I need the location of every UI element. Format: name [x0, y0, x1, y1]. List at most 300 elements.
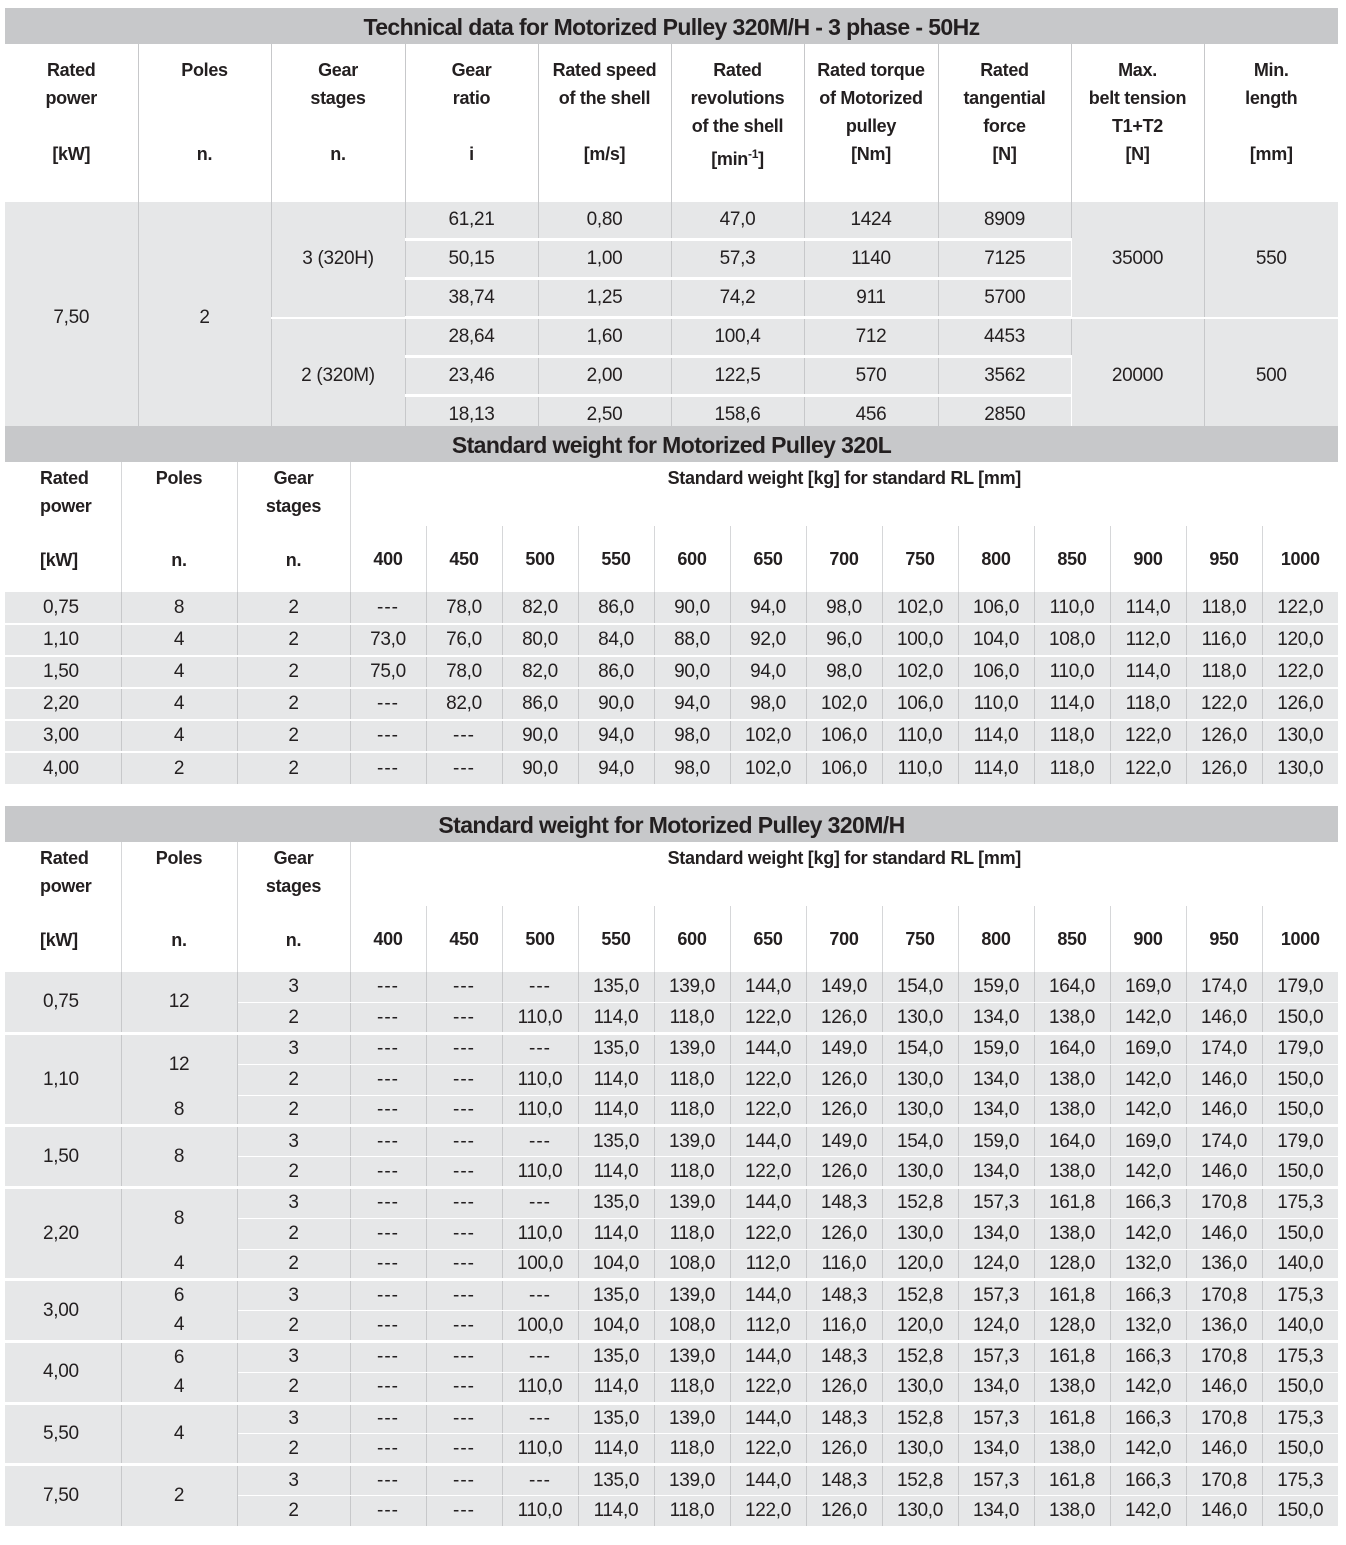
- weight-320mh-stages: 2: [237, 1496, 350, 1527]
- weight-320mh-weight-value: 138,0: [1034, 1496, 1110, 1527]
- weight-320mh-weight-value: 148,3: [806, 1342, 882, 1373]
- weight-320l-row: [5, 688, 1338, 720]
- weight-320l-weight-value: 108,0: [1034, 624, 1110, 656]
- tech-header-line: [m/s]: [583, 144, 626, 164]
- tech-header-line: Rated torque: [817, 60, 925, 80]
- weight-320mh-weight-value: ---: [426, 1003, 502, 1034]
- weight-320mh-weight-value: 110,0: [502, 1064, 578, 1095]
- weight-320mh-weight-value: 130,0: [882, 1095, 958, 1126]
- weight-320l-weight-value: 114,0: [1034, 688, 1110, 720]
- weight-320l-weight-value: 86,0: [578, 656, 654, 688]
- weight-320mh-weight-value: 144,0: [730, 1126, 806, 1157]
- weight-320mh-poles: 12: [121, 972, 237, 1034]
- weight-320l-weight-value: ---: [426, 720, 502, 752]
- weight-320mh-weight-value: ---: [502, 1188, 578, 1219]
- weight-320l-weight-value: 98,0: [806, 656, 882, 688]
- weight-320mh-weight-value: 144,0: [730, 972, 806, 1003]
- weight-320mh-row: [5, 1126, 1338, 1157]
- weight-320l-weight-value: 98,0: [654, 720, 730, 752]
- weight-320mh-weight-value: 138,0: [1034, 1157, 1110, 1188]
- weight-320mh-weight-value: 116,0: [806, 1249, 882, 1280]
- weight-320mh-weight-value: ---: [350, 1372, 426, 1403]
- tech-value: 0,80: [538, 202, 671, 240]
- weight-320mh-weight-value: 130,0: [882, 1157, 958, 1188]
- weight-320mh-power: 2,20: [5, 1188, 121, 1280]
- weight-320mh-header-poles-line: n.: [171, 930, 187, 950]
- tech-value: 570: [804, 357, 938, 396]
- weight-320mh-stages: 3: [237, 1126, 350, 1157]
- weight-320mh-weight-value: 161,8: [1034, 1188, 1110, 1219]
- weight-320l-header-power-line: power: [40, 496, 92, 516]
- weight-320mh-weight-value: 134,0: [958, 1496, 1034, 1527]
- weight-320mh-header-length: 750: [882, 906, 958, 972]
- weight-320l-weight-value: 106,0: [806, 720, 882, 752]
- weight-320mh-weight-value: ---: [426, 1218, 502, 1249]
- weight-320mh-weight-value: 139,0: [654, 1188, 730, 1219]
- weight-320mh-header-length: 1000: [1280, 929, 1320, 950]
- weight-320mh-weight-value: 118,0: [654, 1003, 730, 1034]
- weight-320mh-weight-value: 174,0: [1186, 1034, 1262, 1065]
- weight-320mh-weight-value: 114,0: [578, 1064, 654, 1095]
- tech-value: 61,21: [405, 202, 538, 240]
- weight-320mh-weight-value: 161,8: [1034, 1342, 1110, 1373]
- weight-320mh-weight-value: 114,0: [578, 1003, 654, 1034]
- weight-320mh-poles: 4: [121, 1249, 237, 1280]
- weight-320mh-weight-value: ---: [350, 1034, 426, 1065]
- tech-header-line: i: [469, 144, 474, 164]
- weight-320l-weight-value: 122,0: [1186, 688, 1262, 720]
- weight-320mh-weight-value: 142,0: [1110, 1218, 1186, 1249]
- weight-320mh-weight-value: 139,0: [654, 1403, 730, 1434]
- weight-320l-weight-value: 90,0: [502, 720, 578, 752]
- weight-320mh-weight-value: 134,0: [958, 1434, 1034, 1465]
- weight-320mh-weight-value: 146,0: [1186, 1157, 1262, 1188]
- weight-320mh-stages: 2: [237, 1003, 350, 1034]
- tech-value: 1140: [804, 240, 938, 279]
- tech-header-line: revolutions: [690, 88, 785, 108]
- weight-320l-weight-value: 84,0: [578, 624, 654, 656]
- weight-320mh-stages: 2: [237, 1095, 350, 1126]
- weight-320l-header-length: 500: [502, 526, 578, 592]
- tech-header-line: Gear: [451, 60, 492, 80]
- weight-320mh-section: [5, 806, 1338, 1526]
- tech-value: 47,0: [671, 202, 804, 240]
- weight-320mh-header-length: 400: [350, 906, 426, 972]
- weight-320l-weight-value: 102,0: [882, 592, 958, 624]
- weight-320l-poles: 4: [121, 656, 237, 688]
- weight-320mh-weight-value: 148,3: [806, 1188, 882, 1219]
- tech-value: 18,13: [405, 396, 538, 434]
- weight-320mh-weight-value: 150,0: [1262, 1157, 1338, 1188]
- weight-320mh-weight-value: 139,0: [654, 1034, 730, 1065]
- weight-320l-stages: 2: [237, 720, 350, 752]
- tech-value: 4453: [938, 318, 1071, 357]
- weight-320mh-stages: 3: [237, 972, 350, 1003]
- weight-320l-header-power-line: [kW]: [40, 550, 78, 570]
- weight-320mh-weight-value: ---: [502, 1342, 578, 1373]
- weight-320l-weight-value: 73,0: [350, 624, 426, 656]
- weight-320mh-weight-value: 175,3: [1262, 1342, 1338, 1373]
- tech-header-3: [405, 44, 538, 202]
- weight-320mh-weight-value: 154,0: [882, 1126, 958, 1157]
- weight-320mh-weight-value: 126,0: [806, 1434, 882, 1465]
- weight-320mh-weight-value: 142,0: [1110, 1095, 1186, 1126]
- tech-header-line: length: [1245, 88, 1298, 108]
- tech-value: 50,15: [405, 240, 538, 279]
- weight-320l-power: 1,10: [5, 624, 121, 656]
- tech-header-0: [5, 44, 138, 202]
- weight-320mh-stages: 2: [237, 1157, 350, 1188]
- weight-320mh-weight-value: 144,0: [730, 1188, 806, 1219]
- tech-header-line: n.: [330, 144, 346, 164]
- weight-320mh-weight-value: 150,0: [1262, 1372, 1338, 1403]
- tech-header-line: Max.: [1118, 60, 1157, 80]
- weight-320mh-header-power-line: [kW]: [40, 930, 78, 950]
- weight-320mh-weight-value: 139,0: [654, 1342, 730, 1373]
- weight-320mh-weight-value: 118,0: [654, 1064, 730, 1095]
- tech-header-line: [5, 112, 138, 140]
- weight-320l-weight-value: 130,0: [1262, 720, 1338, 752]
- weight-320l-weight-value: 96,0: [806, 624, 882, 656]
- tech-gear-stages: 3 (320H): [271, 202, 405, 318]
- weight-320l-weight-value: 120,0: [1262, 624, 1338, 656]
- weight-320l-weight-value: 80,0: [502, 624, 578, 656]
- weight-320mh-weight-value: 174,0: [1186, 972, 1262, 1003]
- weight-320l-power: 2,20: [5, 688, 121, 720]
- weight-320l-weight-value: 90,0: [578, 688, 654, 720]
- weight-320mh-weight-value: 166,3: [1110, 1280, 1186, 1311]
- weight-320mh-weight-value: 104,0: [578, 1311, 654, 1342]
- weight-320l-weight-value: 106,0: [806, 752, 882, 784]
- weight-320mh-weight-value: 128,0: [1034, 1249, 1110, 1280]
- weight-320l-weight-value: 102,0: [730, 752, 806, 784]
- weight-320l-header-power-line: Rated: [40, 468, 89, 488]
- tech-header-line: [139, 84, 271, 112]
- weight-320mh-weight-value: ---: [350, 1403, 426, 1434]
- weight-320mh-weight-value: 144,0: [730, 1280, 806, 1311]
- weight-320mh-header-length: 850: [1034, 906, 1110, 972]
- weight-320l-header-poles: [121, 462, 237, 592]
- weight-320l-weight-value: 94,0: [730, 656, 806, 688]
- weight-320mh-stages: 3: [237, 1280, 350, 1311]
- weight-320l-weight-value: ---: [350, 592, 426, 624]
- weight-320mh-weight-value: 152,8: [882, 1280, 958, 1311]
- technical-data-section: [5, 8, 1338, 433]
- weight-320l-weight-value: 92,0: [730, 624, 806, 656]
- tech-header-line: [406, 112, 538, 140]
- weight-320l-weight-value: 90,0: [654, 592, 730, 624]
- weight-320mh-weight-value: 142,0: [1110, 1064, 1186, 1095]
- weight-320mh-weight-value: 159,0: [958, 1126, 1034, 1157]
- weight-320mh-stages: 3: [237, 1034, 350, 1065]
- weight-320mh-row: [5, 1095, 1338, 1126]
- weight-320mh-weight-value: ---: [426, 1095, 502, 1126]
- tech-header-line: force: [983, 116, 1026, 136]
- weight-320l-weight-value: 100,0: [882, 624, 958, 656]
- weight-320mh-weight-value: 114,0: [578, 1372, 654, 1403]
- weight-320mh-header-length: 450: [426, 906, 502, 972]
- weight-320mh-weight-value: 139,0: [654, 972, 730, 1003]
- tech-header-line: power: [45, 88, 97, 108]
- weight-320mh-weight-value: 144,0: [730, 1403, 806, 1434]
- tech-header-4: [538, 44, 671, 202]
- tech-value: 456: [804, 396, 938, 434]
- weight-320mh-header-length: 700: [806, 906, 882, 972]
- weight-320mh-power: 1,50: [5, 1126, 121, 1188]
- weight-320mh-header-stages-line: n.: [285, 930, 302, 950]
- weight-320mh-power: 5,50: [5, 1403, 121, 1465]
- weight-320l-weight-value: 76,0: [426, 624, 502, 656]
- tech-value: 2,00: [538, 357, 671, 396]
- weight-320mh-weight-value: 122,0: [730, 1372, 806, 1403]
- weight-320mh-weight-value: 118,0: [654, 1095, 730, 1126]
- weight-320l-weight-value: 118,0: [1110, 688, 1186, 720]
- weight-320l-row: [5, 656, 1338, 688]
- weight-320mh-weight-value: 157,3: [958, 1342, 1034, 1373]
- weight-320mh-header-length: 500: [502, 906, 578, 972]
- tech-header-2: [271, 44, 405, 202]
- weight-320mh-stages: 2: [237, 1311, 350, 1342]
- weight-320mh-weight-value: 170,8: [1186, 1188, 1262, 1219]
- weight-320l-weight-value: 90,0: [654, 656, 730, 688]
- weight-320mh-weight-value: 134,0: [958, 1372, 1034, 1403]
- weight-320mh-weight-value: 146,0: [1186, 1372, 1262, 1403]
- weight-320l-header-length: 900: [1110, 526, 1186, 592]
- tech-header-line: n.: [196, 144, 213, 164]
- weight-320l-row: [5, 592, 1338, 624]
- weight-320mh-weight-value: 146,0: [1186, 1496, 1262, 1527]
- weight-320l-weight-value: 114,0: [1110, 592, 1186, 624]
- weight-320mh-weight-value: 108,0: [654, 1311, 730, 1342]
- weight-320mh-weight-value: 152,8: [882, 1465, 958, 1496]
- weight-320mh-header-row: [5, 842, 1338, 906]
- weight-320l-weight-value: 94,0: [578, 752, 654, 784]
- weight-320mh-weight-value: ---: [426, 1403, 502, 1434]
- weight-320mh-row: [5, 1249, 1338, 1280]
- weight-320mh-weight-value: 142,0: [1110, 1496, 1186, 1527]
- weight-320mh-weight-value: 135,0: [578, 972, 654, 1003]
- tech-header-line: stages: [310, 88, 366, 108]
- tech-value: 28,64: [405, 318, 538, 357]
- weight-320l-weight-value: 98,0: [654, 752, 730, 784]
- weight-320mh-weight-value: 175,3: [1262, 1465, 1338, 1496]
- weight-320l-weight-value: 102,0: [730, 720, 806, 752]
- tech-header-line: [139, 112, 271, 140]
- weight-320mh-poles: 4: [121, 1372, 237, 1403]
- weight-320l-weight-value: 98,0: [730, 688, 806, 720]
- weight-320l-weight-value: 104,0: [958, 624, 1034, 656]
- tech-belt-tension: 35000: [1071, 202, 1204, 318]
- weight-320l-weight-value: 122,0: [1262, 592, 1338, 624]
- weight-320mh-weight-value: 126,0: [806, 1218, 882, 1249]
- tech-header-line: pulley: [845, 116, 897, 136]
- weight-320mh-header-power: [5, 842, 121, 972]
- weight-320l-row: [5, 752, 1338, 784]
- weight-320mh-weight-value: 166,3: [1110, 1465, 1186, 1496]
- weight-320l-poles: 2: [121, 752, 237, 784]
- tech-value: 1,60: [538, 318, 671, 357]
- weight-320mh-weight-value: 135,0: [578, 1126, 654, 1157]
- weight-320mh-weight-value: 159,0: [958, 972, 1034, 1003]
- weight-320mh-weight-value: 154,0: [882, 1034, 958, 1065]
- tech-header-line: [mm]: [1249, 144, 1293, 164]
- weight-320mh-weight-value: 175,3: [1262, 1280, 1338, 1311]
- weight-320mh-weight-value: 154,0: [882, 972, 958, 1003]
- weight-320mh-weight-value: 146,0: [1186, 1003, 1262, 1034]
- weight-320mh-weight-value: ---: [350, 1434, 426, 1465]
- weight-320mh-header-length: 650: [730, 906, 806, 972]
- weight-320mh-poles: 12: [121, 1034, 237, 1096]
- weight-320mh-weight-value: 150,0: [1262, 1434, 1338, 1465]
- weight-320mh-weight-value: 134,0: [958, 1003, 1034, 1034]
- weight-320mh-weight-value: 179,0: [1262, 1126, 1338, 1157]
- weight-320mh-weight-value: 150,0: [1262, 1095, 1338, 1126]
- weight-320l-header-length: 650: [730, 526, 806, 592]
- weight-320mh-poles: 6: [121, 1342, 237, 1373]
- weight-320mh-weight-value: 112,0: [730, 1249, 806, 1280]
- weight-320mh-weight-value: 114,0: [578, 1157, 654, 1188]
- weight-320mh-weight-value: 110,0: [502, 1434, 578, 1465]
- weight-320mh-header-stages-line: Gear: [273, 848, 314, 868]
- weight-320mh-row: [5, 1342, 1338, 1373]
- weight-320l-weight-value: 126,0: [1186, 720, 1262, 752]
- weight-320mh-weight-value: 157,3: [958, 1280, 1034, 1311]
- weight-320mh-table: [5, 842, 1338, 1526]
- weight-320mh-weight-value: 110,0: [502, 1496, 578, 1527]
- weight-320mh-header-poles-line: Poles: [155, 848, 203, 868]
- tech-header-line: of the shell: [691, 116, 784, 136]
- weight-320l-weight-value: 82,0: [502, 592, 578, 624]
- weight-320mh-poles: 8: [121, 1095, 237, 1126]
- weight-320mh-weight-value: 164,0: [1034, 1034, 1110, 1065]
- weight-320mh-weight-value: 170,8: [1186, 1342, 1262, 1373]
- weight-320l-header-stages-line: n.: [285, 550, 302, 570]
- tech-header-line: ratio: [452, 88, 491, 108]
- weight-320mh-row: [5, 1465, 1338, 1496]
- weight-320l-stages: 2: [237, 688, 350, 720]
- weight-320l-weight-value: 78,0: [426, 656, 502, 688]
- weight-320mh-weight-value: 170,8: [1186, 1465, 1262, 1496]
- weight-320mh-weight-value: 142,0: [1110, 1157, 1186, 1188]
- weight-320mh-weight-value: 179,0: [1262, 972, 1338, 1003]
- weight-320mh-weight-value: 146,0: [1186, 1064, 1262, 1095]
- weight-320l-weight-value: ---: [350, 688, 426, 720]
- weight-320mh-weight-value: 116,0: [806, 1311, 882, 1342]
- weight-320mh-power: 4,00: [5, 1342, 121, 1404]
- tech-header-line: Min.: [1253, 60, 1289, 80]
- weight-320mh-weight-value: 118,0: [654, 1434, 730, 1465]
- weight-320mh-weight-value: ---: [502, 1280, 578, 1311]
- weight-320l-header-length: 750: [882, 526, 958, 592]
- weight-320mh-weight-value: 150,0: [1262, 1064, 1338, 1095]
- weight-320mh-weight-value: 135,0: [578, 1034, 654, 1065]
- weight-320mh-weight-value: ---: [426, 1280, 502, 1311]
- weight-320mh-power: 3,00: [5, 1280, 121, 1342]
- weight-320l-header-stages-line: Gear: [273, 468, 314, 488]
- weight-320l-stages: 2: [237, 592, 350, 624]
- weight-320l-header-length: 1000: [1280, 549, 1320, 570]
- weight-320mh-weight-value: 124,0: [958, 1311, 1034, 1342]
- weight-320l-weight-value: 102,0: [806, 688, 882, 720]
- weight-320mh-weight-value: 161,8: [1034, 1403, 1110, 1434]
- weight-320l-weight-value: 82,0: [502, 656, 578, 688]
- weight-320l-title: Standard weight for Motorized Pulley 320L: [5, 426, 1338, 462]
- weight-320mh-weight-value: 152,8: [882, 1188, 958, 1219]
- tech-header-line: Rated: [980, 60, 1029, 80]
- weight-320mh-weight-value: 149,0: [806, 1126, 882, 1157]
- weight-320mh-weight-value: 110,0: [502, 1372, 578, 1403]
- weight-320l-header-stages: [237, 462, 350, 592]
- weight-320mh-weight-value: 146,0: [1186, 1095, 1262, 1126]
- weight-320mh-stages: 2: [237, 1249, 350, 1280]
- weight-320mh-weight-value: 138,0: [1034, 1095, 1110, 1126]
- weight-320mh-weight-value: ---: [502, 972, 578, 1003]
- weight-320mh-weight-value: 148,3: [806, 1465, 882, 1496]
- weight-320mh-header-length: 600: [654, 906, 730, 972]
- weight-320mh-header-power-line: Rated: [40, 848, 89, 868]
- tech-poles: 2: [138, 202, 271, 433]
- weight-320mh-stages: 3: [237, 1188, 350, 1219]
- weight-320mh-weight-value: 130,0: [882, 1434, 958, 1465]
- tech-header-line: Rated: [46, 60, 96, 80]
- tech-header-line: $[\min^{-1}]$: [711, 147, 764, 169]
- tech-value: 3562: [938, 357, 1071, 396]
- tech-value: 23,46: [405, 357, 538, 396]
- weight-320mh-weight-value: ---: [350, 1218, 426, 1249]
- weight-320mh-weight-value: 114,0: [578, 1434, 654, 1465]
- weight-320mh-weight-value: 110,0: [502, 1003, 578, 1034]
- weight-320l-weight-value: 86,0: [578, 592, 654, 624]
- weight-320mh-weight-value: 110,0: [502, 1095, 578, 1126]
- weight-320mh-weight-value: 118,0: [654, 1496, 730, 1527]
- weight-320l-table: [5, 462, 1338, 784]
- tech-gear-stages: 2 (320M): [271, 318, 405, 434]
- weight-320mh-stages: 3: [237, 1465, 350, 1496]
- weight-320l-weight-value: 110,0: [1034, 592, 1110, 624]
- weight-320mh-weight-value: ---: [350, 1064, 426, 1095]
- weight-320mh-weight-value: ---: [502, 1126, 578, 1157]
- weight-320mh-weight-value: 169,0: [1110, 1034, 1186, 1065]
- weight-320mh-poles: 8: [121, 1188, 237, 1250]
- weight-320mh-header-power-line: power: [40, 876, 92, 896]
- weight-320mh-weight-value: ---: [350, 1342, 426, 1373]
- weight-320mh-weight-value: 110,0: [502, 1157, 578, 1188]
- weight-320l-weight-value: 112,0: [1110, 624, 1186, 656]
- weight-320mh-weight-value: 134,0: [958, 1095, 1034, 1126]
- weight-320l-weight-value: 110,0: [882, 752, 958, 784]
- weight-320mh-weight-value: 149,0: [806, 972, 882, 1003]
- weight-320l-weight-value: 114,0: [958, 752, 1034, 784]
- weight-320l-header-poles-line: n.: [171, 550, 187, 570]
- weight-320l-stages: 2: [237, 656, 350, 688]
- weight-320mh-weight-value: 148,3: [806, 1403, 882, 1434]
- tech-header-line: [1205, 112, 1339, 140]
- weight-320mh-weight-value: 150,0: [1262, 1218, 1338, 1249]
- tech-value: 8909: [938, 202, 1071, 240]
- weight-320l-weight-value: 102,0: [882, 656, 958, 688]
- weight-320l-header-weight: Standard weight [kg] for standard RL [mm]: [667, 468, 1021, 488]
- weight-320mh-weight-value: 170,8: [1186, 1280, 1262, 1311]
- tech-header-line: [Nm]: [851, 144, 891, 164]
- weight-320l-weight-value: 106,0: [958, 656, 1034, 688]
- weight-320mh-weight-value: ---: [426, 1034, 502, 1065]
- tech-header-line: [539, 112, 671, 140]
- weight-320mh-weight-value: ---: [426, 1157, 502, 1188]
- weight-320mh-weight-value: ---: [502, 1034, 578, 1065]
- weight-320mh-weight-value: 122,0: [730, 1095, 806, 1126]
- weight-320l-weight-value: 106,0: [958, 592, 1034, 624]
- weight-320mh-weight-value: 135,0: [578, 1280, 654, 1311]
